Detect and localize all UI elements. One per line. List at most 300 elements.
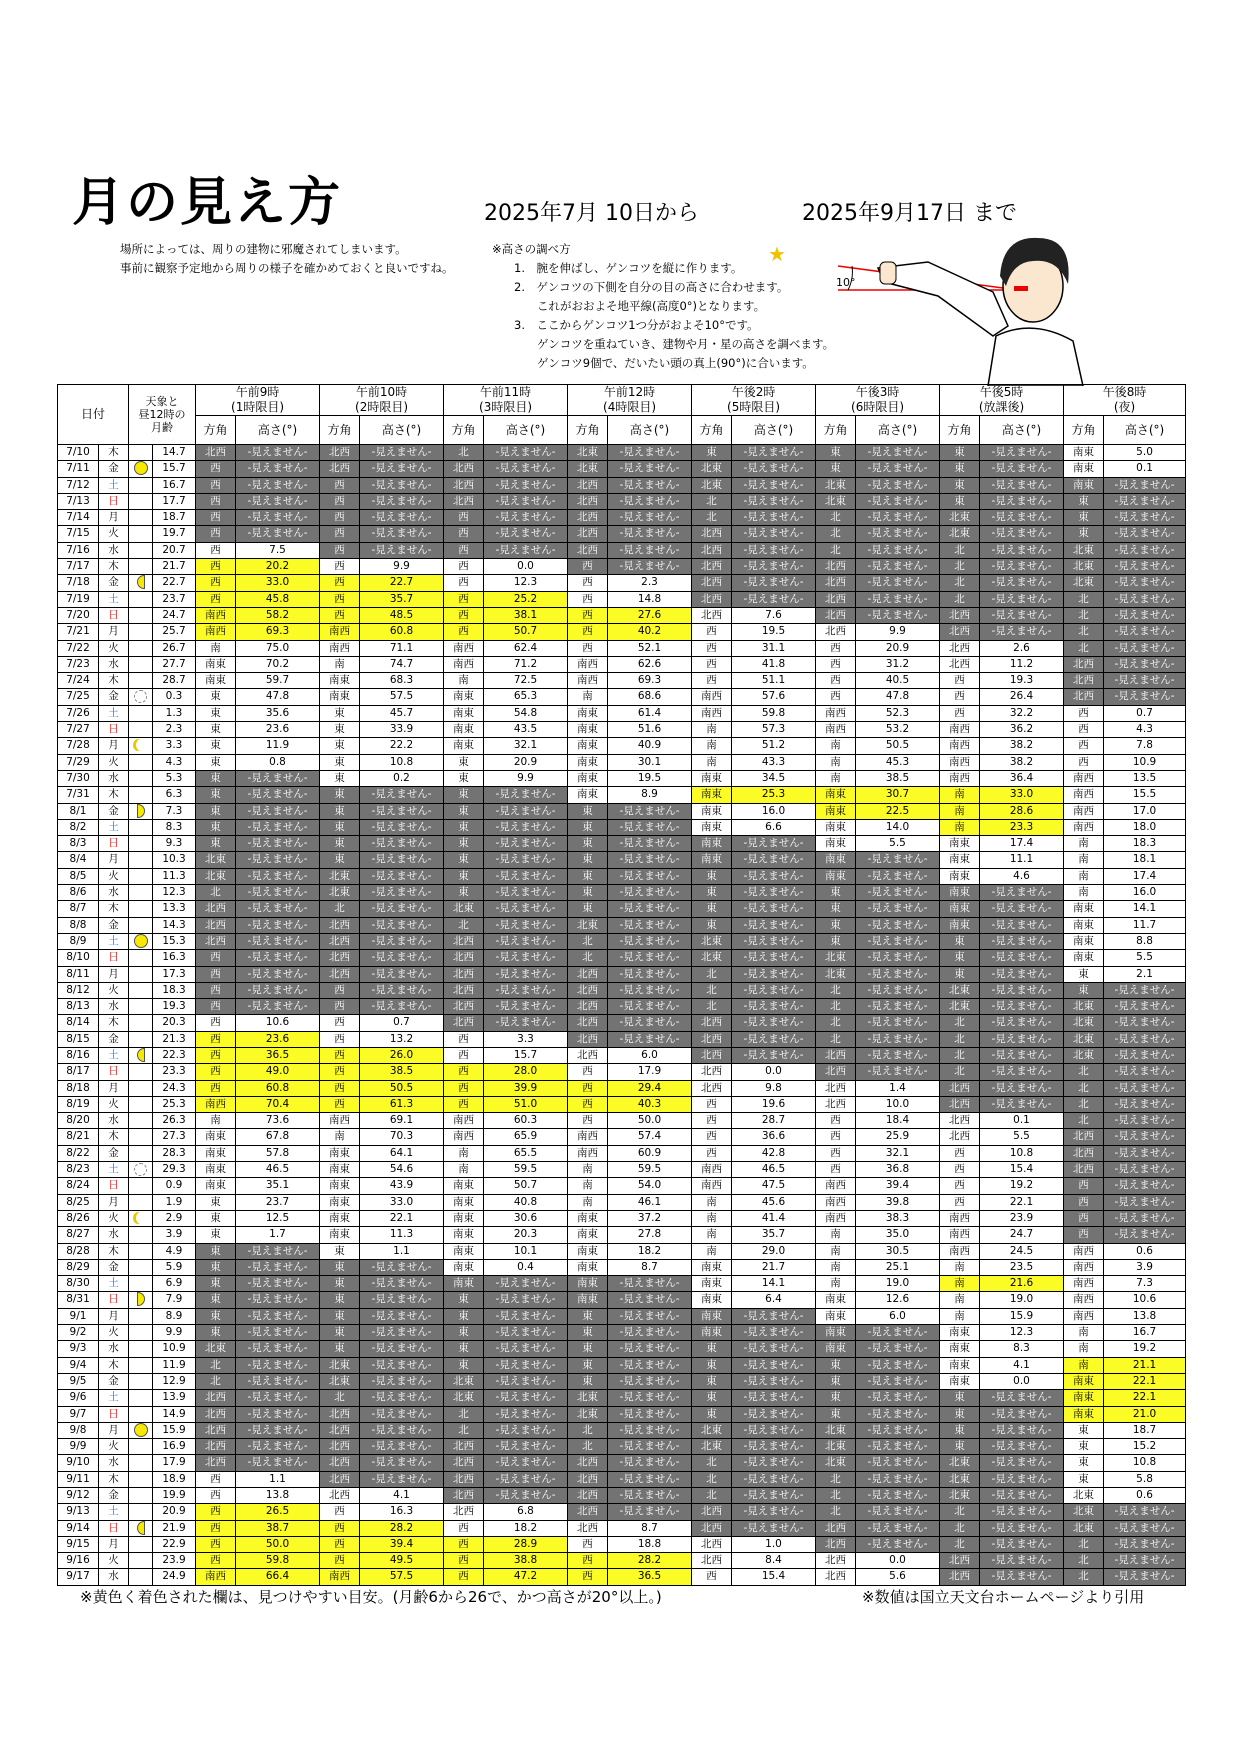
direction-cell: 西: [196, 1520, 236, 1536]
altitude-cell: -見えません-: [608, 819, 692, 835]
moon-phase-cell: [129, 754, 153, 770]
altitude-cell: 5.5: [1104, 950, 1186, 966]
direction-cell: 西: [568, 1553, 608, 1569]
direction-cell: 北西: [444, 1488, 484, 1504]
moon-age-cell: 29.3: [153, 1162, 196, 1178]
altitude-cell: 45.6: [732, 1194, 816, 1210]
altitude-cell: 23.5: [980, 1259, 1064, 1275]
direction-cell: 北: [940, 559, 980, 575]
direction-cell: 東: [444, 1308, 484, 1324]
altitude-cell: 37.2: [608, 1210, 692, 1226]
altitude-cell: -見えません-: [236, 901, 320, 917]
direction-cell: 南: [196, 640, 236, 656]
direction-cell: 北: [816, 542, 856, 558]
altitude-cell: -見えません-: [856, 542, 940, 558]
date-cell: 7/30: [58, 770, 99, 786]
direction-cell: 北: [196, 1373, 236, 1389]
direction-cell: 東: [444, 1357, 484, 1373]
direction-cell: 北: [1064, 1553, 1104, 1569]
altitude-cell: -見えません-: [608, 1439, 692, 1455]
direction-cell: 北東: [692, 1422, 732, 1438]
moon-phase-cell: [129, 933, 153, 949]
altitude-cell: -見えません-: [980, 1471, 1064, 1487]
altitude-cell: 50.7: [484, 624, 568, 640]
direction-cell: 北西: [568, 477, 608, 493]
altitude-cell: 13.5: [1104, 770, 1186, 786]
direction-cell: 南東: [692, 852, 732, 868]
direction-cell: 北: [940, 1031, 980, 1047]
date-cell: 9/1: [58, 1308, 99, 1324]
direction-cell: 西: [320, 1015, 360, 1031]
altitude-cell: 10.1: [484, 1243, 568, 1259]
direction-cell: 北西: [692, 1504, 732, 1520]
altitude-cell: 14.8: [608, 591, 692, 607]
direction-cell: 南東: [692, 770, 732, 786]
direction-cell: 南: [940, 1308, 980, 1324]
weekday-cell: 月: [99, 1194, 129, 1210]
altitude-cell: -見えません-: [484, 1422, 568, 1438]
direction-cell: 南東: [568, 1259, 608, 1275]
period-label: (放課後): [978, 400, 1025, 414]
moon-phase-cell: [129, 1210, 153, 1226]
weekday-cell: 木: [99, 1243, 129, 1259]
direction-cell: 西: [940, 689, 980, 705]
table-row: [58, 1390, 1186, 1406]
altitude-cell: -見えません-: [608, 1488, 692, 1504]
direction-cell: 北西: [692, 1080, 732, 1096]
altitude-cell: -見えません-: [856, 510, 940, 526]
altitude-cell: 32.2: [980, 705, 1064, 721]
altitude-cell: -見えません-: [856, 1536, 940, 1552]
date-cell: 8/28: [58, 1243, 99, 1259]
moon-phase-cell: [129, 852, 153, 868]
altitude-cell: -見えません-: [1104, 673, 1186, 689]
moon-age-cell: 9.9: [153, 1325, 196, 1341]
table-row: [58, 705, 1186, 721]
direction-cell: 南東: [692, 1259, 732, 1275]
weekday-cell: 日: [99, 1406, 129, 1422]
note-line: これがおおよそ地平線(高度0°)となります。: [514, 299, 766, 313]
direction-cell: 北西: [444, 1504, 484, 1520]
direction-cell: 東: [444, 836, 484, 852]
altitude-cell: 38.3: [856, 1210, 940, 1226]
direction-cell: 北: [1064, 1096, 1104, 1112]
direction-cell: 北西: [196, 1390, 236, 1406]
altitude-cell: -見えません-: [1104, 1096, 1186, 1112]
altitude-cell: 11.7: [1104, 917, 1186, 933]
direction-cell: 東: [444, 770, 484, 786]
altitude-cell: 12.3: [980, 1325, 1064, 1341]
weekday-cell: 土: [99, 705, 129, 721]
moon-age-cell: 7.9: [153, 1292, 196, 1308]
altitude-cell: -見えません-: [732, 591, 816, 607]
altitude-cell: -見えません-: [980, 1390, 1064, 1406]
direction-cell: 南東: [1064, 445, 1104, 461]
period-label: (5時限目): [727, 400, 781, 414]
direction-cell: 北西: [444, 1471, 484, 1487]
altitude-cell: -見えません-: [608, 1422, 692, 1438]
weekday-cell: 火: [99, 754, 129, 770]
direction-cell: 南東: [1064, 901, 1104, 917]
altitude-cell: 7.6: [732, 607, 816, 623]
direction-cell: 北: [940, 542, 980, 558]
altitude-cell: -見えません-: [360, 950, 444, 966]
direction-cell: 東: [1064, 1422, 1104, 1438]
direction-cell: 南東: [444, 1210, 484, 1226]
altitude-cell: 20.2: [236, 559, 320, 575]
direction-cell: 南西: [940, 738, 980, 754]
note-line: 場所によっては、周りの建物に邪魔されてしまいます。: [120, 242, 407, 256]
direction-cell: 西: [568, 591, 608, 607]
weekday-cell: 月: [99, 1536, 129, 1552]
direction-cell: 北西: [1064, 673, 1104, 689]
direction-cell: 西: [816, 1113, 856, 1129]
altitude-cell: 0.6: [1104, 1488, 1186, 1504]
direction-cell: 北: [940, 1536, 980, 1552]
altitude-cell: -見えません-: [732, 1422, 816, 1438]
moon-age-cell: 22.7: [153, 575, 196, 591]
table-row: [58, 933, 1186, 949]
direction-cell: 南西: [444, 656, 484, 672]
direction-cell: 南: [816, 1276, 856, 1292]
direction-cell: 南: [1064, 852, 1104, 868]
weekday-cell: 木: [99, 1357, 129, 1373]
direction-cell: 西: [320, 1536, 360, 1552]
altitude-cell: 64.1: [360, 1145, 444, 1161]
direction-cell: 西: [940, 1178, 980, 1194]
direction-cell: 北: [1064, 1113, 1104, 1129]
direction-cell: 東: [692, 917, 732, 933]
direction-cell: 北西: [1064, 1145, 1104, 1161]
direction-cell: 北西: [568, 999, 608, 1015]
altitude-cell: -見えません-: [732, 461, 816, 477]
direction-cell: 西: [444, 1569, 484, 1585]
altitude-cell: 9.9: [360, 559, 444, 575]
direction-cell: 北西: [196, 901, 236, 917]
direction-cell: 東: [196, 1276, 236, 1292]
table-row: [58, 738, 1186, 754]
direction-cell: 南: [1064, 1357, 1104, 1373]
direction-cell: 西: [320, 607, 360, 623]
altitude-cell: 18.7: [1104, 1422, 1186, 1438]
direction-cell: 北西: [568, 526, 608, 542]
altitude-cell: 28.7: [732, 1113, 816, 1129]
altitude-cell: -見えません-: [1104, 1113, 1186, 1129]
altitude-cell: -見えません-: [484, 1471, 568, 1487]
direction-cell: 西: [320, 477, 360, 493]
altitude-cell: 5.8: [1104, 1471, 1186, 1487]
moon-age-cell: 16.7: [153, 477, 196, 493]
altitude-cell: 39.8: [856, 1194, 940, 1210]
altitude-cell: 14.1: [732, 1276, 816, 1292]
table-row: [58, 1064, 1186, 1080]
direction-cell: 西: [692, 1569, 732, 1585]
table-row: [58, 917, 1186, 933]
direction-cell: 東: [444, 1341, 484, 1357]
moon-phase-cell: [129, 1259, 153, 1275]
direction-cell: 南東: [940, 885, 980, 901]
moon-age-cell: 6.3: [153, 787, 196, 803]
date-cell: 7/24: [58, 673, 99, 689]
altitude-cell: -見えません-: [236, 868, 320, 884]
direction-cell: 北西: [568, 1015, 608, 1031]
altitude-cell: -見えません-: [484, 477, 568, 493]
header-altitude: 高さ(°): [732, 416, 816, 445]
altitude-cell: 59.8: [236, 1553, 320, 1569]
direction-cell: 南: [940, 819, 980, 835]
moon-age-cell: 25.3: [153, 1096, 196, 1112]
altitude-cell: 39.9: [484, 1080, 568, 1096]
moon-age-cell: 1.9: [153, 1194, 196, 1210]
date-cell: 9/12: [58, 1488, 99, 1504]
date-cell: 8/2: [58, 819, 99, 835]
moon-age-cell: 22.9: [153, 1536, 196, 1552]
direction-cell: 南東: [568, 1243, 608, 1259]
weekday-cell: 月: [99, 852, 129, 868]
moon-age-cell: 19.9: [153, 1488, 196, 1504]
altitude-cell: 35.7: [360, 591, 444, 607]
moon-age-cell: 27.7: [153, 656, 196, 672]
altitude-cell: 40.8: [484, 1194, 568, 1210]
altitude-cell: 47.8: [856, 689, 940, 705]
altitude-cell: -見えません-: [608, 493, 692, 509]
table-row: [58, 950, 1186, 966]
direction-cell: 東: [196, 1325, 236, 1341]
altitude-cell: 38.2: [980, 738, 1064, 754]
altitude-cell: 18.8: [608, 1536, 692, 1552]
altitude-cell: 29.0: [732, 1243, 816, 1259]
direction-cell: 南: [692, 1227, 732, 1243]
direction-cell: 西: [444, 607, 484, 623]
table-row: [58, 1047, 1186, 1063]
altitude-cell: -見えません-: [608, 1325, 692, 1341]
header-direction: 方角: [692, 416, 732, 445]
altitude-cell: 30.7: [856, 787, 940, 803]
weekday-cell: 火: [99, 1325, 129, 1341]
direction-cell: 東: [816, 1390, 856, 1406]
moon-age-cell: 4.9: [153, 1243, 196, 1259]
altitude-cell: -見えません-: [608, 510, 692, 526]
altitude-cell: 16.0: [1104, 885, 1186, 901]
direction-cell: 西: [568, 1064, 608, 1080]
direction-cell: 北: [1064, 1064, 1104, 1080]
direction-cell: 北: [692, 982, 732, 998]
altitude-cell: -見えません-: [484, 917, 568, 933]
altitude-cell: -見えません-: [608, 1031, 692, 1047]
altitude-cell: -見えません-: [360, 1357, 444, 1373]
direction-cell: 北東: [196, 1341, 236, 1357]
direction-cell: 北西: [196, 917, 236, 933]
altitude-cell: -見えません-: [732, 542, 816, 558]
altitude-cell: -見えません-: [980, 575, 1064, 591]
table-row: [58, 673, 1186, 689]
direction-cell: 南: [320, 656, 360, 672]
date-cell: 8/3: [58, 836, 99, 852]
moon-phase-cell: [129, 1406, 153, 1422]
altitude-cell: 51.2: [732, 738, 816, 754]
altitude-cell: 40.3: [608, 1096, 692, 1112]
date-cell: 8/4: [58, 852, 99, 868]
direction-cell: 東: [196, 705, 236, 721]
direction-cell: 南東: [816, 836, 856, 852]
direction-cell: 東: [940, 1422, 980, 1438]
table-row: [58, 1292, 1186, 1308]
altitude-cell: -見えません-: [608, 1455, 692, 1471]
altitude-cell: 50.0: [236, 1536, 320, 1552]
direction-cell: 西: [568, 607, 608, 623]
direction-cell: 西: [320, 999, 360, 1015]
direction-cell: 北東: [1064, 1047, 1104, 1063]
altitude-cell: -見えません-: [856, 982, 940, 998]
note-line: 3. ここからゲンコツ1つ分がおよそ10°です。: [514, 318, 759, 332]
altitude-cell: -見えません-: [360, 1276, 444, 1292]
direction-cell: 東: [816, 1406, 856, 1422]
weekday-cell: 金: [99, 1031, 129, 1047]
table-row: [58, 1031, 1186, 1047]
direction-cell: 東: [816, 461, 856, 477]
altitude-cell: -見えません-: [732, 1047, 816, 1063]
direction-cell: 東: [692, 445, 732, 461]
moon-age-cell: 23.3: [153, 1064, 196, 1080]
altitude-cell: -見えません-: [1104, 575, 1186, 591]
direction-cell: 北西: [692, 575, 732, 591]
direction-cell: 南東: [940, 1341, 980, 1357]
direction-cell: 南東: [1064, 1390, 1104, 1406]
table-row: [58, 722, 1186, 738]
direction-cell: 西: [1064, 1227, 1104, 1243]
altitude-cell: 51.0: [484, 1096, 568, 1112]
date-cell: 8/6: [58, 885, 99, 901]
altitude-cell: -見えません-: [236, 933, 320, 949]
moon-age-cell: 11.3: [153, 868, 196, 884]
weekday-cell: 月: [99, 1080, 129, 1096]
altitude-cell: 9.9: [484, 770, 568, 786]
table-row: [58, 852, 1186, 868]
direction-cell: 南: [692, 1243, 732, 1259]
direction-cell: 南東: [568, 738, 608, 754]
altitude-cell: 0.2: [360, 770, 444, 786]
altitude-cell: 75.0: [236, 640, 320, 656]
direction-cell: 東: [692, 868, 732, 884]
direction-cell: 西: [196, 542, 236, 558]
direction-cell: 西: [692, 673, 732, 689]
altitude-cell: 41.8: [732, 656, 816, 672]
altitude-cell: -見えません-: [360, 510, 444, 526]
date-cell: 7/26: [58, 705, 99, 721]
direction-cell: 西: [568, 640, 608, 656]
header-period: [1064, 385, 1186, 416]
altitude-cell: 14.1: [1104, 901, 1186, 917]
altitude-cell: 23.7: [236, 1194, 320, 1210]
altitude-cell: 36.4: [980, 770, 1064, 786]
direction-cell: 西: [816, 656, 856, 672]
table-row: [58, 510, 1186, 526]
direction-cell: 北東: [1064, 1504, 1104, 1520]
moon-phase-cell: [129, 1096, 153, 1112]
direction-cell: 東: [1064, 510, 1104, 526]
direction-cell: 北西: [692, 1536, 732, 1552]
moon-phase-cell: [129, 1390, 153, 1406]
direction-cell: 西: [444, 1047, 484, 1063]
direction-cell: 南: [568, 1178, 608, 1194]
altitude-cell: 22.1: [360, 1210, 444, 1226]
altitude-cell: -見えません-: [236, 950, 320, 966]
direction-cell: 東: [196, 819, 236, 835]
altitude-cell: 8.9: [608, 787, 692, 803]
altitude-cell: -見えません-: [1104, 1194, 1186, 1210]
header-direction: 方角: [320, 416, 360, 445]
altitude-cell: -見えません-: [360, 1471, 444, 1487]
direction-cell: 東: [568, 836, 608, 852]
altitude-cell: 1.4: [856, 1080, 940, 1096]
direction-cell: 東: [320, 819, 360, 835]
direction-cell: 南東: [320, 1210, 360, 1226]
direction-cell: 北: [692, 1488, 732, 1504]
direction-cell: 東: [196, 1308, 236, 1324]
date-cell: 7/21: [58, 624, 99, 640]
direction-cell: 北西: [692, 1520, 732, 1536]
altitude-cell: 6.8: [484, 1504, 568, 1520]
direction-cell: 西: [320, 1504, 360, 1520]
date-cell: 9/9: [58, 1439, 99, 1455]
altitude-cell: 39.4: [360, 1536, 444, 1552]
altitude-cell: -見えません-: [856, 445, 940, 461]
weekday-cell: 金: [99, 575, 129, 591]
direction-cell: 北: [692, 493, 732, 509]
altitude-cell: -見えません-: [856, 1406, 940, 1422]
altitude-cell: 15.4: [980, 1162, 1064, 1178]
altitude-cell: -見えません-: [1104, 1504, 1186, 1520]
weekday-cell: 月: [99, 1308, 129, 1324]
direction-cell: 北西: [568, 1047, 608, 1063]
direction-cell: 南: [816, 1259, 856, 1275]
altitude-cell: -見えません-: [856, 477, 940, 493]
direction-cell: 西: [940, 705, 980, 721]
date-cell: 8/30: [58, 1276, 99, 1292]
altitude-cell: 40.5: [856, 673, 940, 689]
direction-cell: 西: [692, 1129, 732, 1145]
altitude-cell: -見えません-: [732, 1439, 816, 1455]
altitude-cell: -見えません-: [856, 1520, 940, 1536]
direction-cell: 南東: [1064, 1406, 1104, 1422]
altitude-cell: 62.4: [484, 640, 568, 656]
altitude-cell: -見えません-: [236, 1259, 320, 1275]
direction-cell: 南: [196, 1113, 236, 1129]
weekday-cell: 日: [99, 1064, 129, 1080]
altitude-cell: -見えません-: [236, 885, 320, 901]
altitude-cell: 2.6: [980, 640, 1064, 656]
direction-cell: 北西: [320, 1406, 360, 1422]
altitude-cell: 23.6: [236, 1031, 320, 1047]
altitude-cell: -見えません-: [1104, 982, 1186, 998]
altitude-cell: 33.9: [360, 722, 444, 738]
direction-cell: 北: [692, 510, 732, 526]
altitude-cell: -見えません-: [484, 493, 568, 509]
altitude-cell: 22.1: [1104, 1390, 1186, 1406]
altitude-cell: 36.6: [732, 1129, 816, 1145]
header-period: [940, 385, 1064, 416]
direction-cell: 南東: [940, 852, 980, 868]
moon-age-cell: 15.7: [153, 461, 196, 477]
direction-cell: 北西: [816, 1080, 856, 1096]
direction-cell: 南西: [940, 1243, 980, 1259]
full-moon-icon: [134, 934, 148, 948]
altitude-cell: 51.6: [608, 722, 692, 738]
table-row: [58, 1243, 1186, 1259]
moon-phase-cell: [129, 1536, 153, 1552]
altitude-cell: -見えません-: [1104, 999, 1186, 1015]
direction-cell: 北西: [1064, 1162, 1104, 1178]
